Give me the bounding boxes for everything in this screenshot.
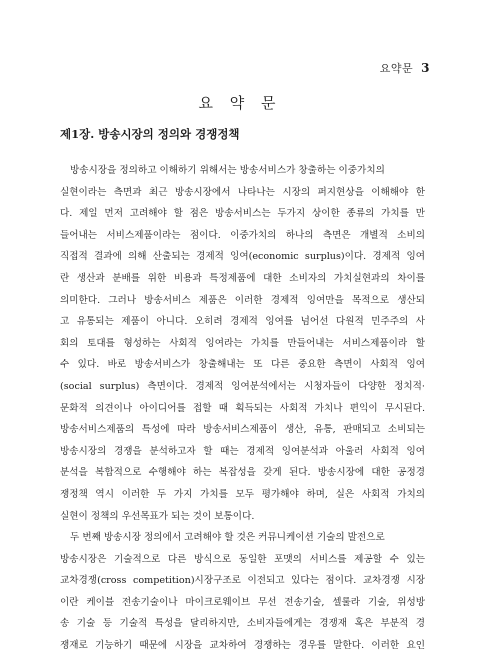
text-line: 송 기술 등 기술적 특성을 달리하지만, 소비자들에게는 경쟁재 혹은 부분적 경	[60, 618, 425, 630]
text-line: 교차경쟁(cross competition)시장구조로 이전되고 있다는 점이다. 교차경쟁 시장	[60, 575, 425, 587]
text-line: 이란 케이블 전송기술이나 마이크로웨이브 무선 전송기술, 셀룰라 기술, 위성방	[60, 596, 425, 608]
text-line: 실현이라는 측면과 최근 방송시장에서 나타나는 시장의 퍼지현상을 이해해야 한	[60, 186, 425, 198]
text-line: 방송시장의 경쟁을 분석하고자 할 때는 경제적 잉여분석과 아울러 사회적 잉여	[60, 445, 425, 457]
text-line: 방송시장은 기술적으로 다른 방식으로 동일한 포맷의 서비스를 제공할 수 있는	[60, 553, 425, 565]
running-header	[380, 60, 430, 76]
text-line: 쟁정책 역시 이러한 두 가지 가치를 모두 평가해야 하며, 실은 사회적 가치의	[60, 488, 425, 500]
text-line: (social surplus) 측면이다. 경제적 잉여분석에서는 시청자들이 다양한 정치적·	[60, 380, 425, 392]
page-title: 요 약 문	[198, 94, 282, 112]
text-line: 두 번째 방송시장 정의에서 고려해야 할 것은 커뮤니케이션 기술의 발전으로	[70, 532, 385, 544]
text-line: 쟁재로 기능하기 때문에 시장을 교차하여 경쟁하는 경우를 말한다. 이러한 요인	[60, 640, 425, 652]
running-header-section: 요약문	[379, 62, 414, 75]
text-line: 수 있다. 바로 방송서비스가 창출해내는 또 다른 중요한 측면이 사회적 잉여	[60, 359, 425, 371]
text-line: 다. 제일 먼저 고려해야 할 점은 방송서비스는 두가지 상이한 종류의 가치를 만	[60, 208, 425, 220]
text-line: 회의 토대를 형성하는 사회적 잉여라는 가치를 만들어내는 서비스제품이라 할	[60, 337, 425, 349]
text-line: 분석을 복합적으로 수행해야 하는 복잡성을 갖게 된다. 방송시장에 대한 공정경	[60, 467, 425, 479]
text-line: 실현이 정책의 우선목표가 되는 것이 보통이다.	[60, 510, 255, 522]
text-line: 방송서비스제품의 특성에 따라 방송서비스제품이 생산, 유통, 판매되고 소비되는	[60, 424, 425, 436]
text-line: 란 생산과 분배를 위한 비용과 특정제품에 대한 소비자의 가치실현과의 차이를	[60, 272, 425, 284]
text-line: 문화적 의견이나 아이디어를 접할 때 획득되는 사회적 가치나 편익이 무시된다.	[60, 402, 425, 414]
page-number: 3	[421, 61, 430, 75]
text-line: 들어내는 서비스제품이라는 점이다. 이중가치의 하나의 측면은 개별적 소비의	[60, 229, 425, 241]
text-line: 의미한다. 그러나 방송서비스 제품은 이러한 경제적 잉여만을 목적으로 생산되	[60, 294, 425, 306]
text-line: 방송시장을 정의하고 이해하기 위해서는 방송서비스가 창출하는 이중가치의	[70, 165, 385, 176]
chapter-heading: 제1장. 방송시장의 정의와 경쟁정책	[60, 127, 240, 141]
text-line: 고 유통되는 제품이 아니다. 오히려 경제적 잉여를 넘어선 다원적 민주주의 사	[60, 316, 425, 328]
text-line: 직접적 결과에 의해 산출되는 경제적 잉여(economic surplus)이다. 경제적 잉여	[60, 251, 425, 263]
body-text	[60, 160, 425, 657]
